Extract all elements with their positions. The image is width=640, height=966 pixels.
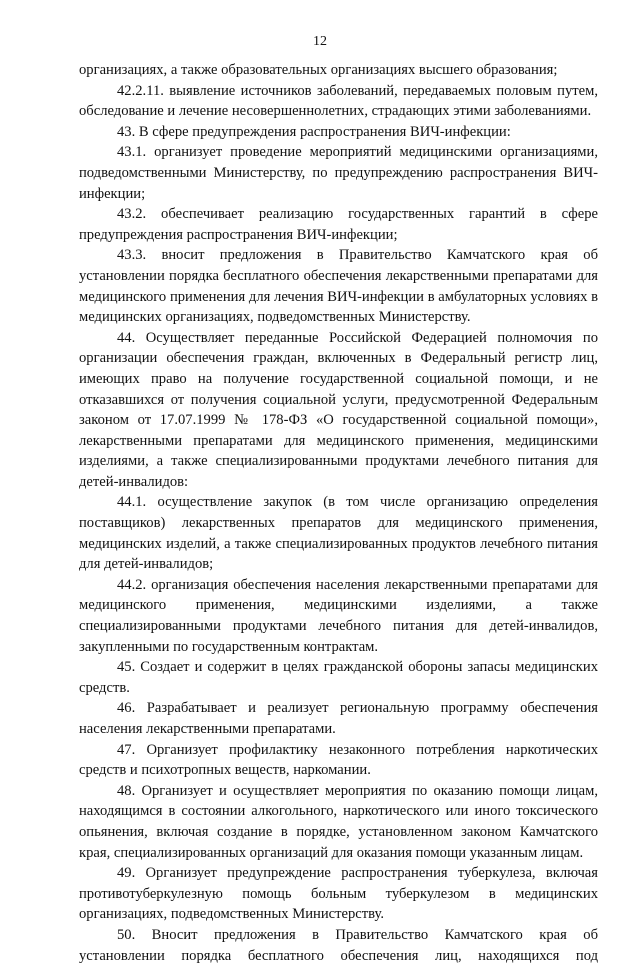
paragraph-42-2-11: 42.2.11. выявление источников заболеваний, передаваемых половым путем, обследование и лечение несовершеннолетних, страдающих этими заболеваниями. — [79, 82, 598, 120]
paragraph-48: 48. Организует и осуществляет мероприятия по оказанию помощи лицам, находящимся в состоянии алкогольного, наркотического или иного токсического опьянения, включая создание в порядке, установленном законом Камчатского края, специализированных организаций для оказания помощи указанным лицам. — [79, 782, 598, 861]
paragraph-44: 44. Осуществляет переданные Российской Федерацией полномочия по организации обеспечения граждан, включенных в Федеральный регистр лиц, имеющих право на получение государственной социальной помощи, и не отказавшихся от получения социальной услуги, предусмотренной Федеральным законом от 17.07.1999 № 178-ФЗ «О государственной социальной помощи», лекарственными препаратами для медицинского применения, медицинскими изделиями, а также специализированными продуктами лечебного питания для детей-инвалидов: — [79, 329, 598, 490]
paragraph-49: 49. Организует предупреждение распространения туберкулеза, включая противотуберкулезную помощь больным туберкулезом в медицинских организациях, подведомственных Министерству. — [79, 865, 598, 923]
document-body — [79, 60, 598, 966]
paragraph-44-2: 44.2. организация обеспечения населения лекарственными препаратами для медицинского применения, медицинскими изделиями, а также специализированными продуктами лечебного питания для детей-инвалидов, закупленными по государственным контрактам. — [79, 576, 598, 655]
paragraph-43-2: 43.2. обеспечивает реализацию государственных гарантий в сфере предупреждения распространения ВИЧ-инфекции; — [79, 206, 598, 243]
paragraph-44-1: 44.1. осуществление закупок (в том числе организацию определения поставщиков) лекарственных препаратов для медицинского применения, медицинских изделий, а также специализированных продуктов лечебного питания для детей-инвалидов; — [79, 494, 598, 573]
paragraph-continuation: организациях, а также образовательных организациях высшего образования; — [79, 62, 558, 78]
paragraph-43: 43. В сфере предупреждения распространения ВИЧ-инфекции: — [117, 123, 511, 140]
page-number: 12 — [313, 34, 327, 49]
paragraph-45: 45. Создает и содержит в целях гражданской обороны запасы медицинских средств. — [79, 659, 598, 696]
paragraph-43-1: 43.1. организует проведение мероприятий медицинскими организациями, подведомственными Министерству, по предупреждению распространения ВИЧ-инфекции; — [79, 144, 598, 202]
paragraph-43-3: 43.3. вносит предложения в Правительство Камчатского края об установлении порядка бесплатного обеспечения лекарственными препаратами для медицинского применения для лечения ВИЧ-инфекции в амбулаторных условиях в медицинских организациях, подведомственных Министерству. — [79, 247, 598, 326]
paragraph-47: 47. Организует профилактику незаконного потребления наркотических средств и психотропных веществ, наркомании. — [79, 741, 598, 779]
paragraph-46: 46. Разрабатывает и реализует региональную программу обеспечения населения лекарственными препаратами. — [79, 700, 598, 737]
paragraph-50: 50. Вносит предложения в Правительство Камчатского края об установлении порядка бесплатного обеспечения лиц, находящихся под — [79, 926, 598, 964]
